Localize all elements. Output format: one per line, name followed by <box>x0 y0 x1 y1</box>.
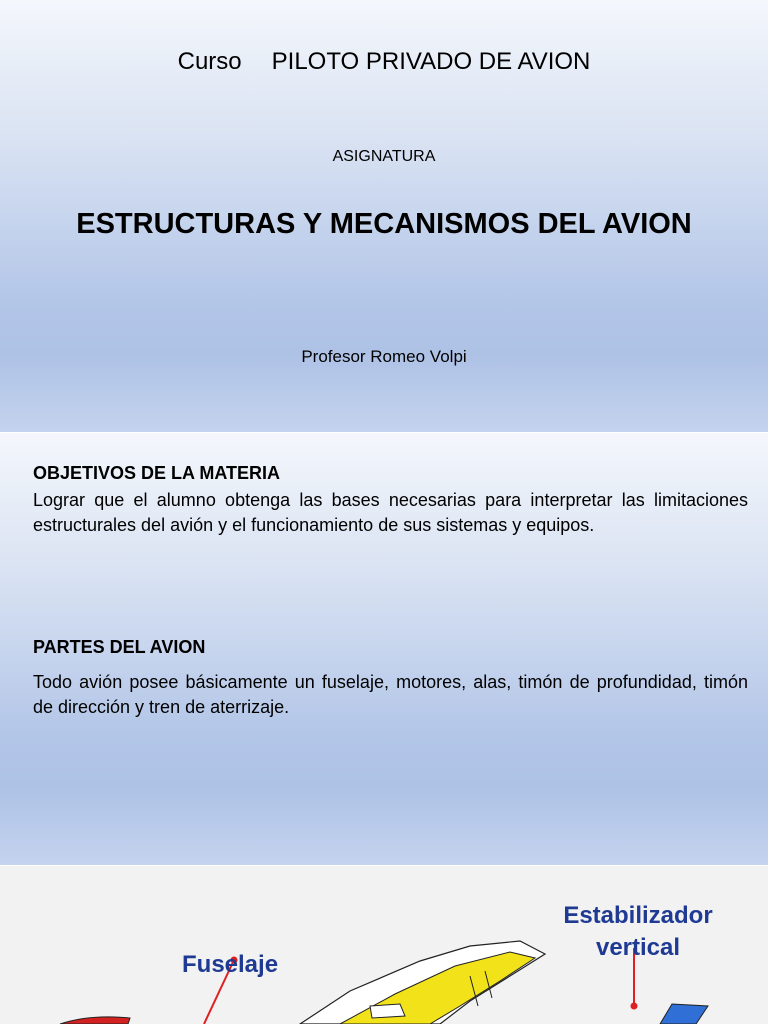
engine-shape <box>370 1004 405 1018</box>
airplane-parts-slide <box>0 866 768 1024</box>
estabilizador-pointer-dot <box>631 1003 638 1010</box>
label-estabilizador-vertical <box>548 900 728 964</box>
course-title <box>0 48 768 76</box>
nose-shape <box>60 1017 130 1024</box>
course-name: PILOTO PRIVADO DE AVION <box>271 48 591 75</box>
parts-text: Todo avión posee básicamente un fuselaje, motores, alas, timón de profundidad, timón de dirección y tren de aterrizaje. <box>33 672 748 717</box>
vertical-stabilizer-shape <box>660 1004 708 1024</box>
title-slide <box>0 0 768 432</box>
label-estabilizador-line2: vertical <box>595 934 681 961</box>
professor-name: Profesor Romeo Volpi <box>301 347 467 366</box>
label-fuselaje: Fuselaje <box>182 951 279 978</box>
course-prefix: Curso <box>177 48 242 75</box>
objectives-text: Lograr que el alumno obtenga las bases necesarias para interpretar las limitaciones estructurales del avión y el funcionamiento de sus sistemas y equipos. <box>33 490 748 535</box>
subject-label: ASIGNATURA <box>332 148 436 165</box>
parts-heading: PARTES DEL AVION <box>33 637 206 657</box>
objectives-slide <box>0 433 768 865</box>
objectives-heading: OBJETIVOS DE LA MATERIA <box>33 463 281 483</box>
subject-title: ESTRUCTURAS Y MECANISMOS DEL AVION <box>76 208 692 240</box>
label-estabilizador-line1: Estabilizador <box>563 902 713 929</box>
